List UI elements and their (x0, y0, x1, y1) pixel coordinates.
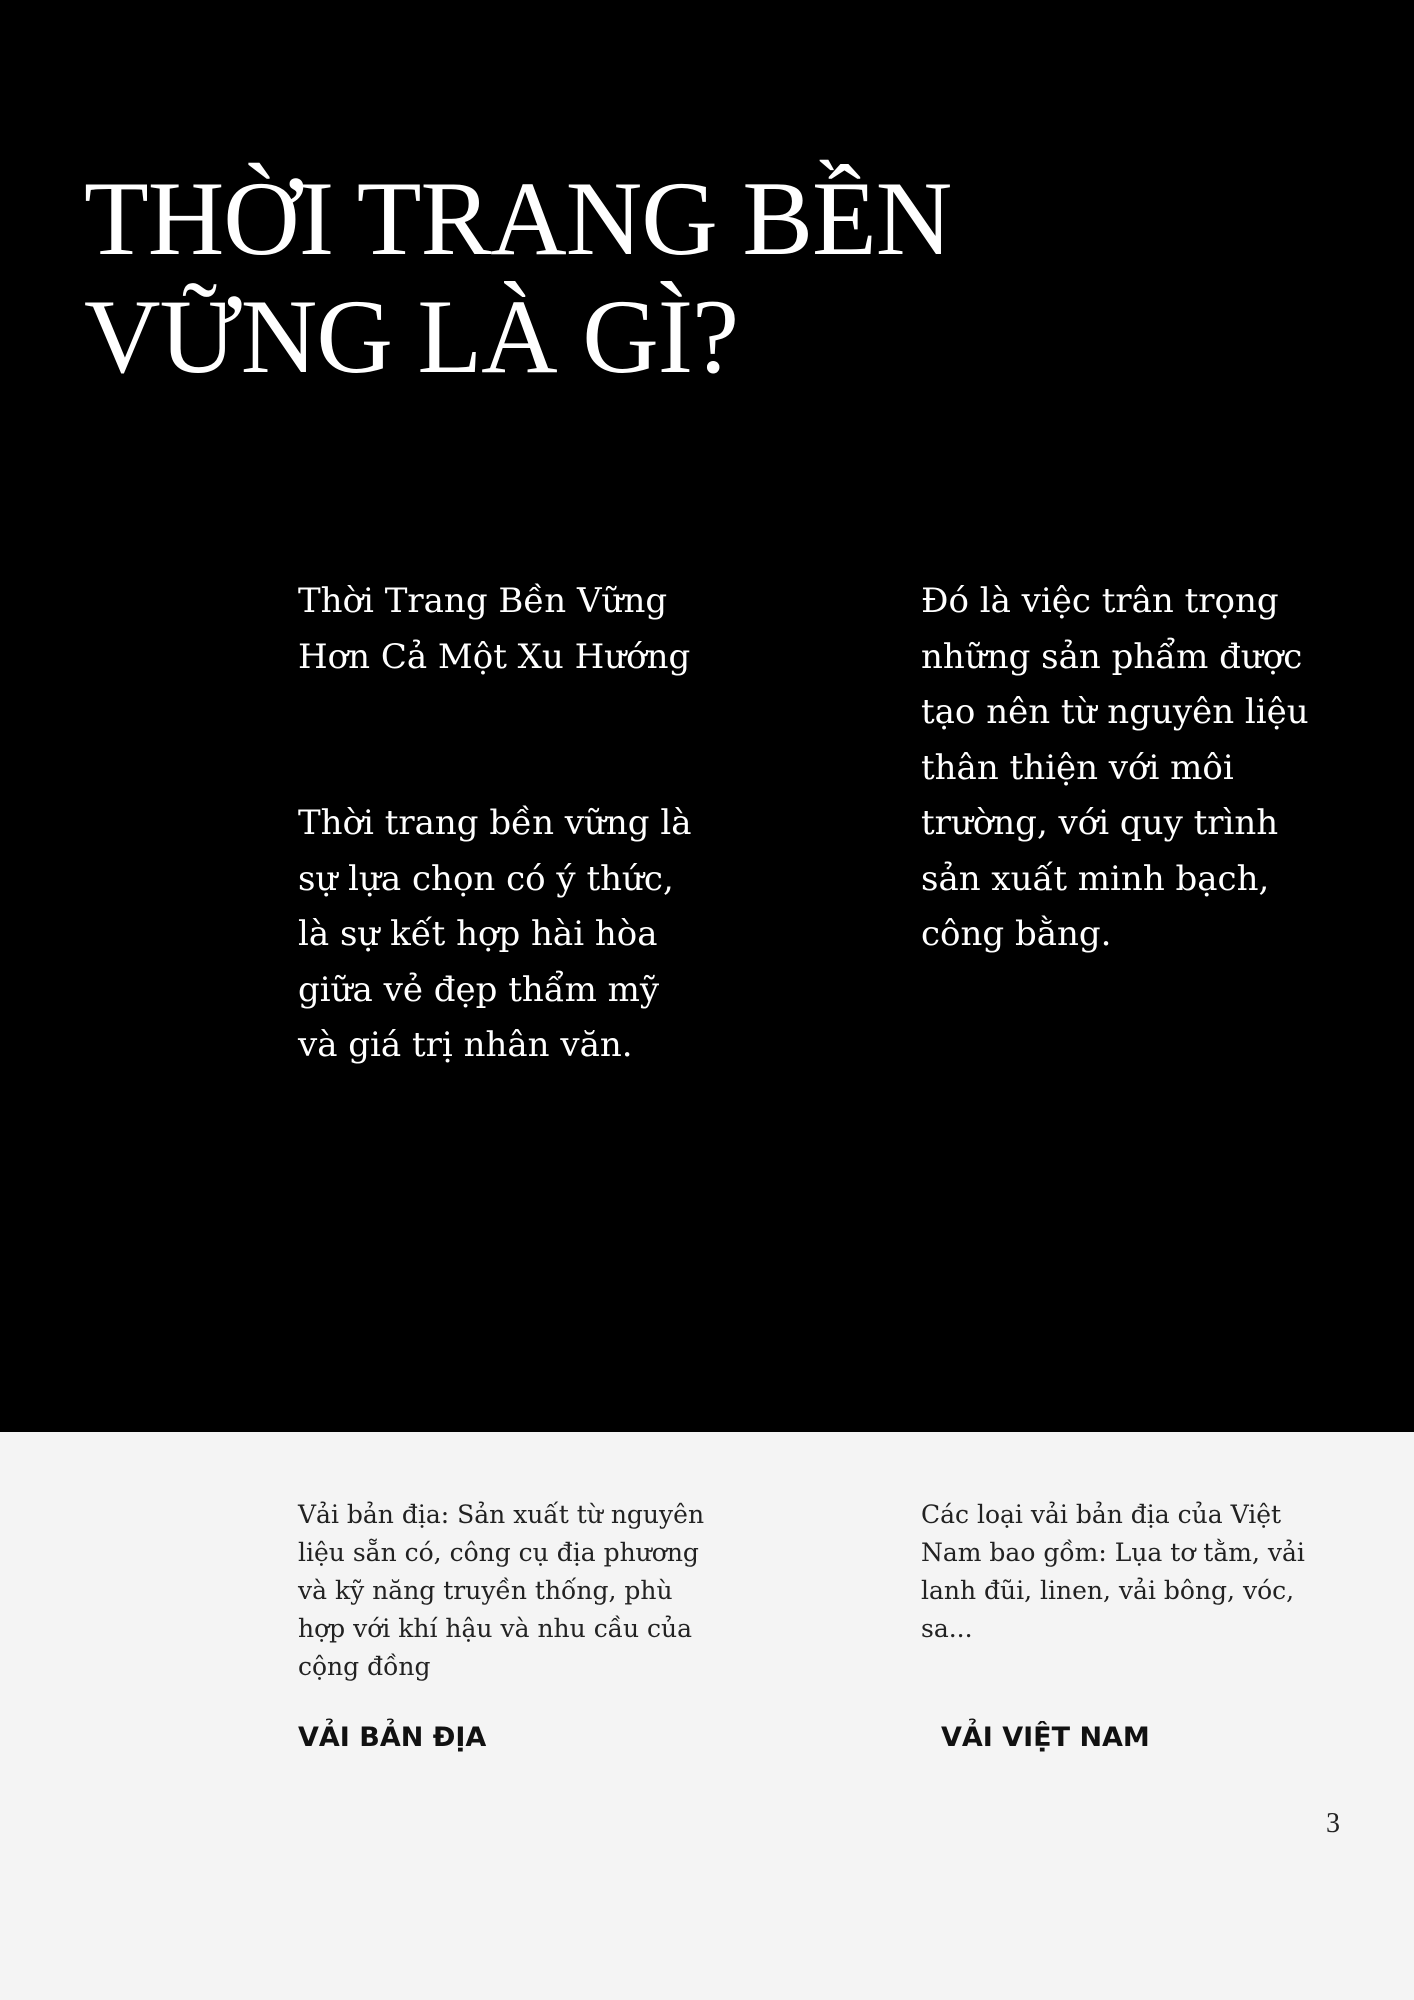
indigenous-fabric-description: Vải bản địa: Sản xuất từ nguyên liệu sẵn có, công cụ địa phương và kỹ năng truyền thống, phù hợp với khí hậu và nhu cầu của cộng đồng (298, 1500, 705, 1681)
page-title-line-1: THỜI TRANG BỀN (84, 160, 952, 277)
page-title (84, 160, 1284, 396)
intro-paragraph-left: Thời trang bền vững là sự lựa chọn có ý thức, là sự kết hợp hài hòa giữa vẻ đẹp thẩm mỹ và giá trị nhân văn. (298, 803, 692, 1065)
indigenous-fabric-label: VẢI BẢN ĐỊA (298, 1722, 487, 1753)
vietnam-fabric-description: Các loại vải bản địa của Việt Nam bao gồm: Lụa tơ tằm, vải lanh đũi, linen, vải bông, vóc, sa... (921, 1500, 1305, 1643)
page-number: 3 (1326, 1808, 1340, 1839)
page-title-line-2: VỮNG LÀ GÌ? (84, 278, 739, 395)
intro-paragraph-right: Đó là việc trân trọng những sản phẩm được tạo nên từ nguyên liệu thân thiện với môi trường, với quy trình sản xuất minh bạch, công bằng. (921, 581, 1309, 954)
vietnam-fabric-label: VẢI VIỆT NAM (941, 1722, 1150, 1753)
intro-subheading: Thời Trang Bền Vững Hơn Cả Một Xu Hướng (298, 581, 691, 677)
